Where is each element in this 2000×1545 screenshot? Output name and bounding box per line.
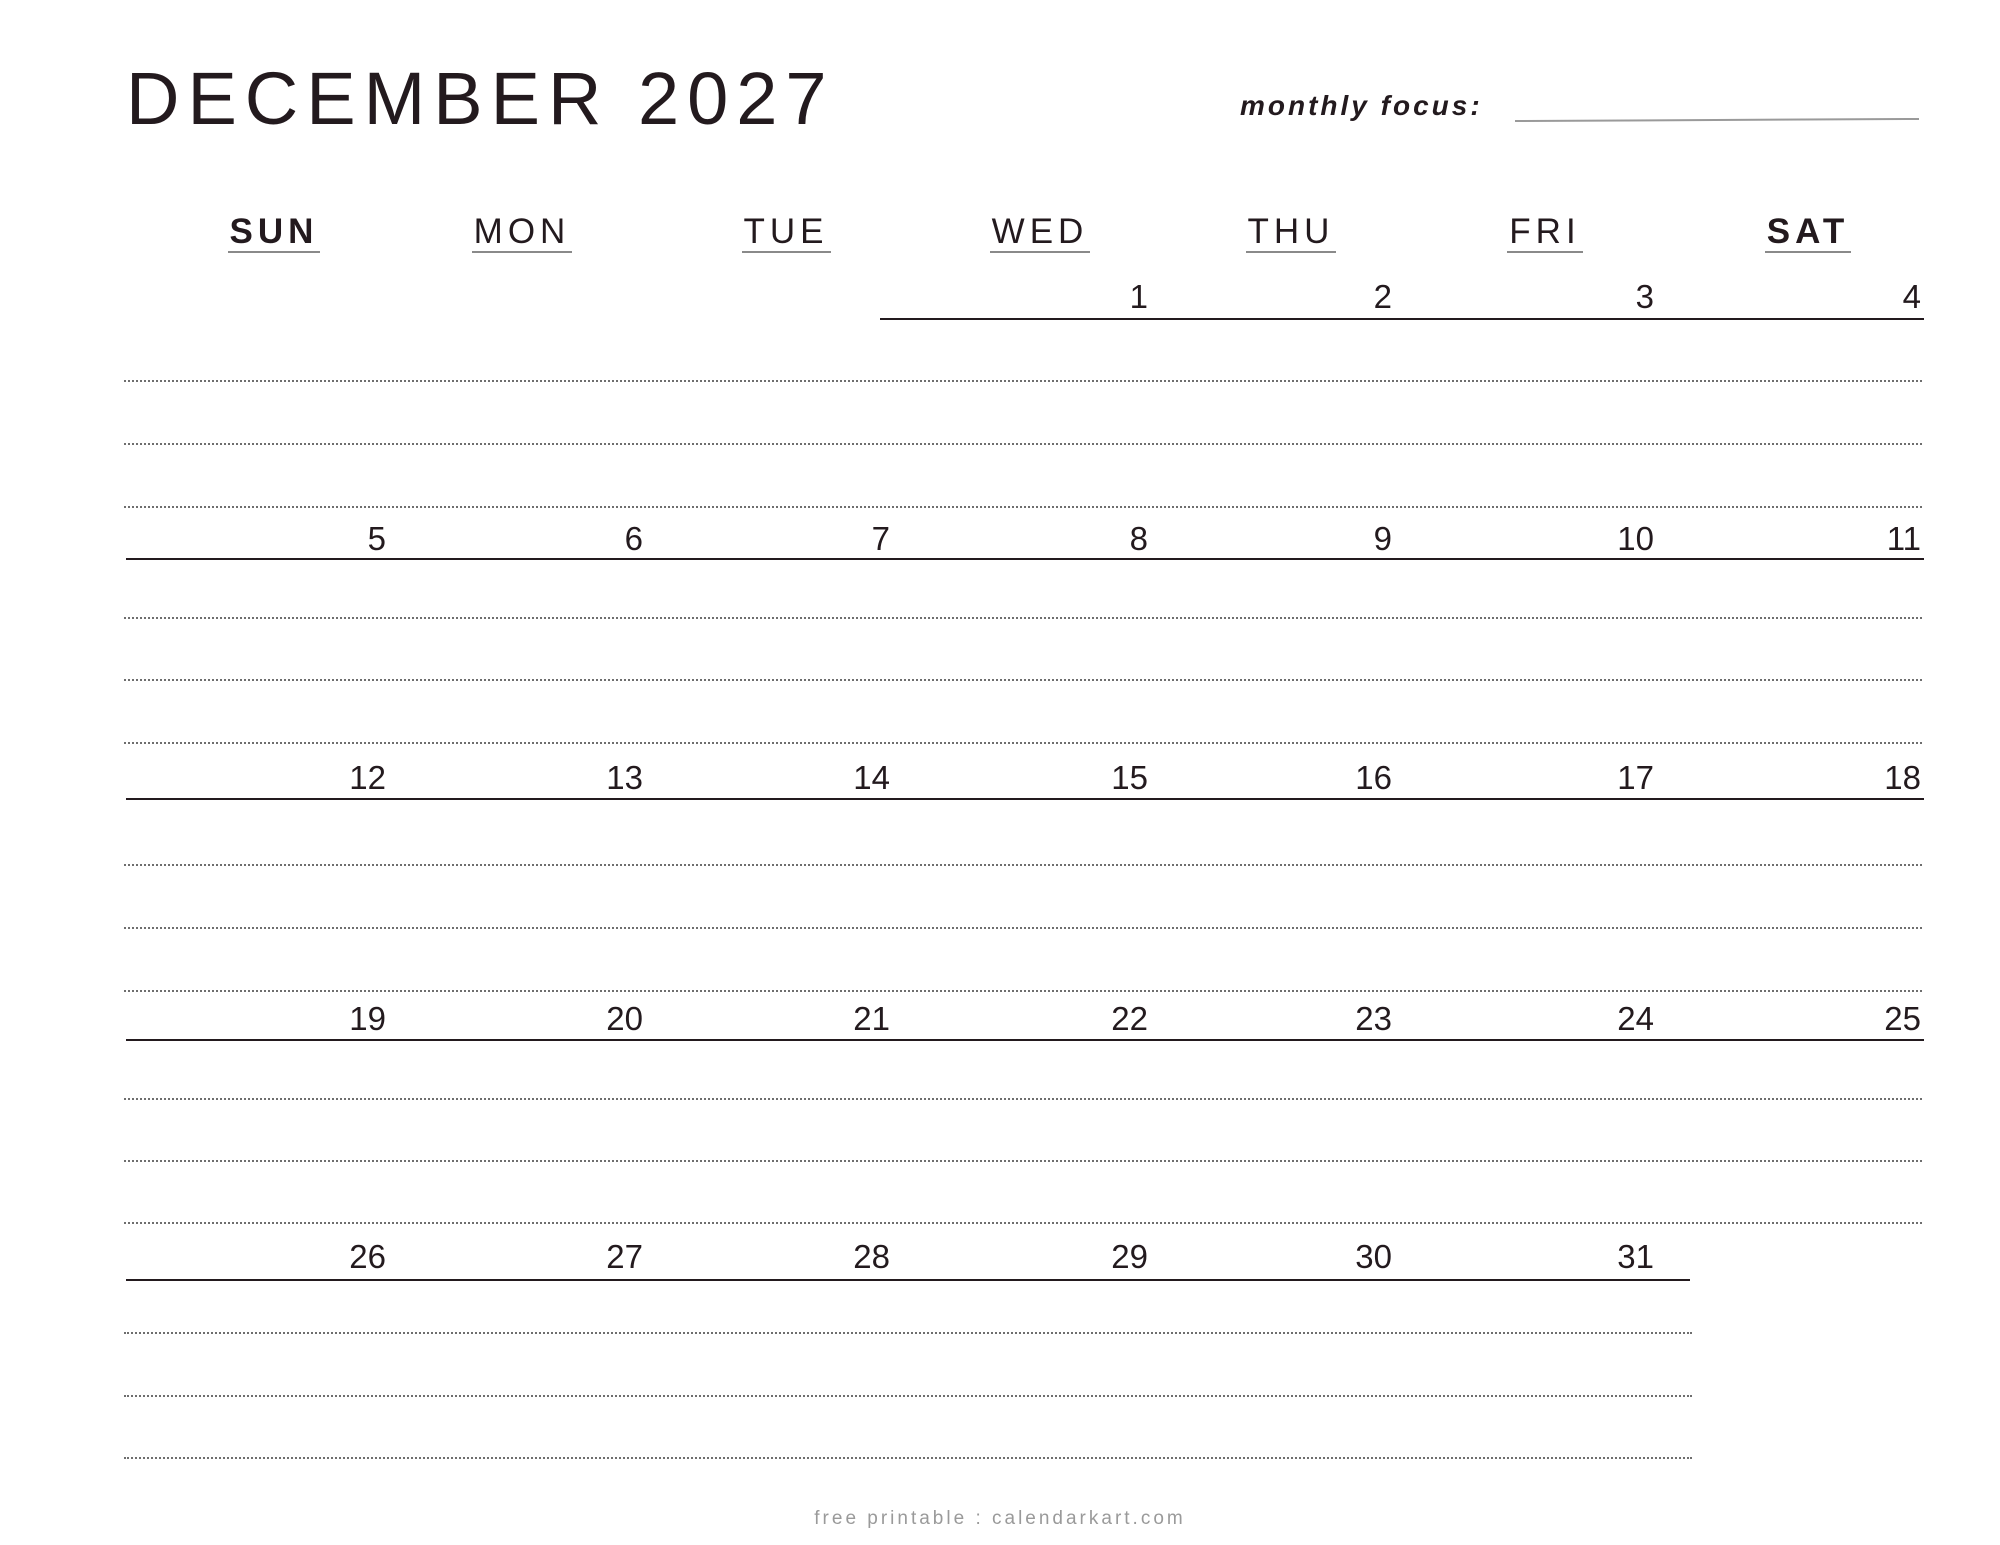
page-title: DECEMBER 2027	[126, 57, 835, 140]
weekday-mon: MON	[473, 212, 571, 251]
day-number: 14	[853, 759, 890, 796]
note-line	[124, 380, 1922, 382]
weekday-header	[0, 212, 2000, 262]
day-number: 25	[1884, 1000, 1921, 1037]
weekday-sun: SUN	[229, 212, 319, 251]
day-number: 5	[367, 520, 386, 557]
day-number: 11	[1886, 520, 1921, 557]
day-number: 17	[1617, 759, 1654, 796]
day-number: 29	[1111, 1238, 1148, 1275]
day-number: 15	[1111, 759, 1148, 796]
footer-credit: free printable : calendarkart.com	[814, 1508, 1186, 1529]
weekday-fri: FRI	[1509, 212, 1581, 251]
note-line	[124, 742, 1922, 744]
day-number: 2	[1373, 278, 1392, 315]
day-number: 6	[624, 520, 643, 557]
day-number: 30	[1355, 1238, 1392, 1275]
note-line	[124, 1457, 1692, 1459]
day-number: 18	[1884, 759, 1921, 796]
day-number: 26	[349, 1238, 386, 1275]
note-line	[124, 1222, 1922, 1224]
day-number: 13	[606, 759, 643, 796]
day-number: 3	[1635, 278, 1654, 315]
weekday-thu: THU	[1247, 212, 1335, 251]
week-divider	[126, 798, 1924, 800]
note-line	[124, 1332, 1692, 1334]
day-number: 12	[349, 759, 386, 796]
weekday-wed: WED	[991, 212, 1089, 251]
weekday-sat: SAT	[1766, 212, 1850, 251]
note-line	[124, 443, 1922, 445]
day-number: 7	[871, 520, 890, 557]
note-line	[124, 679, 1922, 681]
day-number: 27	[606, 1238, 643, 1275]
day-number: 4	[1902, 278, 1921, 315]
week-divider	[126, 558, 1924, 560]
note-line	[124, 864, 1922, 866]
monthly-focus-line	[1515, 118, 1919, 122]
note-line	[124, 1395, 1692, 1397]
day-number: 22	[1111, 1000, 1148, 1037]
day-number: 28	[853, 1238, 890, 1275]
day-number: 10	[1617, 520, 1654, 557]
day-number: 8	[1129, 520, 1148, 557]
note-line	[124, 617, 1922, 619]
day-number: 9	[1373, 520, 1392, 557]
week-divider	[880, 318, 1924, 320]
day-number: 21	[853, 1000, 890, 1037]
note-line	[124, 990, 1922, 992]
day-number: 16	[1355, 759, 1392, 796]
note-line	[124, 506, 1922, 508]
week-divider	[126, 1039, 1924, 1041]
weekday-tue: TUE	[743, 212, 829, 251]
note-line	[124, 1098, 1922, 1100]
note-line	[124, 1160, 1922, 1162]
monthly-focus-label: monthly focus:	[1240, 90, 1483, 121]
day-number: 31	[1617, 1238, 1654, 1275]
day-number: 24	[1617, 1000, 1654, 1037]
week-divider	[126, 1279, 1690, 1281]
day-number: 1	[1129, 278, 1148, 315]
day-number: 20	[606, 1000, 643, 1037]
day-number: 19	[349, 1000, 386, 1037]
day-number: 23	[1355, 1000, 1392, 1037]
note-line	[124, 927, 1922, 929]
